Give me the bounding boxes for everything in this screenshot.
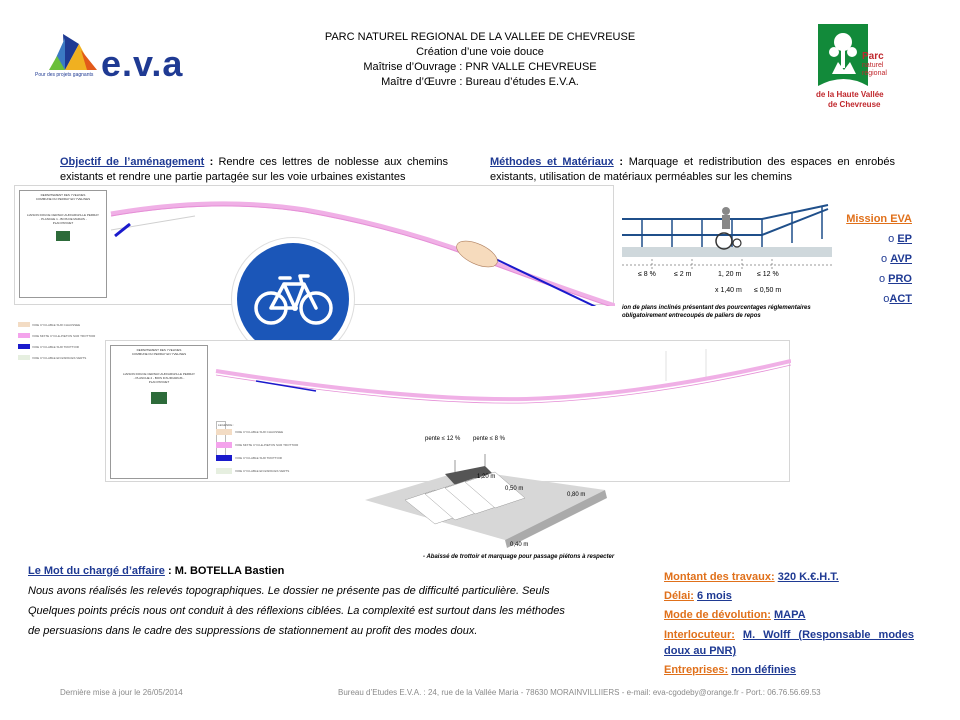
crossing-caption: - Abaissé de trottoir et marquage pour passage piétons à respecter (423, 554, 615, 560)
ramp-dim-4: ≤ 12 % (757, 271, 779, 278)
plan-2-planche: - PLANCHE 2 - BOIS D'AUFFARGIS - (133, 376, 185, 380)
pnr-logo-line-1: Parc (862, 51, 884, 62)
crossing-diagram (355, 430, 615, 565)
info-block (664, 568, 914, 680)
charge-line-2: Quelques points précis nous ont conduit à des réflexions ciblées. La complexité est surtout dans les méthodes (28, 605, 565, 617)
objectif-label: Objectif de l’aménagement (60, 156, 205, 168)
plan-2-label: PLAN PROJET (148, 380, 170, 384)
objectif-block (60, 155, 448, 185)
info-mode: Mode de dévolution: MAPA (664, 609, 806, 621)
ramp-caption-1: ion de plans inclinés présentant des pourcentages réglementaires (622, 305, 811, 311)
header-line-3: Maîtrise d’Ouvrage : PNR VALLE CHEVREUSE (363, 61, 597, 73)
plan-1-label: PLAN PROJET (52, 221, 74, 225)
info-interlocuteur: Interlocuteur: M. Wolff (Responsable modes doux au PNR) (664, 629, 914, 657)
info-montant: Montant des travaux: 320 K.€.H.T. (664, 571, 839, 583)
plan-2-liaison: LIAISON DOUCE CERNAY-AUFFARGIS-LE PERRAY (123, 372, 195, 376)
crossing-label-2: pente ≤ 8 % (473, 436, 505, 442)
plan-2-dept: DEPARTEMENT DES YVELINES (136, 348, 182, 352)
plan-1-legend-item: VOIE CYCLABLE SUR CHAUSSEE (18, 322, 108, 327)
eva-logo-text: e.v.a (101, 43, 184, 84)
ramp-caption-2: obligatoirement entrecoupés de paliers de repos (622, 313, 761, 319)
plan-1-legend-item: VOIE CYCLABLE EN ESPACES VERTS (18, 355, 108, 360)
plan-1-legend-item: VOIE CYCLABLE SUR TROTTOIR (18, 344, 108, 349)
mission-block (820, 209, 912, 309)
footer-contact: Bureau d’Etudes E.V.A. : 24, rue de la Vallée Maria - 78630 MORAINVILLIIERS - e-mail: eva-cgodeby@orange.fr - Port.: 06.76.56.69.53 (338, 688, 821, 697)
plan-1-legend-list (18, 322, 108, 366)
ramp-drawing-icon (622, 195, 832, 295)
ramp-dim-3: 1, 20 m (718, 271, 742, 278)
eva-logo (35, 30, 195, 90)
mission-title: Mission EVA (846, 213, 912, 225)
mission-item-ep[interactable]: o EP (888, 233, 912, 245)
crossing-label-5: 0,80 m (567, 492, 586, 498)
methodes-sep: : (613, 156, 629, 168)
mission-item-pro[interactable]: o PRO (878, 273, 912, 285)
info-delai: Délai: 6 mois (664, 590, 732, 602)
info-entreprises: Entreprises: non définies (664, 664, 797, 676)
ramp-diagram (622, 195, 832, 325)
charge-label: Le Mot du chargé d’affaire (28, 565, 165, 577)
plan-2-legend-item: VOIE CYCLABLE SUR TROTTOIR (216, 455, 366, 461)
plan-1-dept: DEPARTEMENT DES YVELINES (40, 193, 86, 197)
pnr-logo-line-5: de Chevreuse (828, 100, 881, 109)
objectif-sep: : (204, 156, 219, 168)
header-line-4: Maître d’Œuvre : Bureau d’études E.V.A. (381, 76, 579, 88)
plan-2-commune: COMMUNE DU PERRAY EN YVELINES (131, 352, 187, 356)
plan-2-legend-item: VOIE MIXTE CYCLE-PIETON SUR TROTTOIR (216, 442, 366, 448)
plan-2-legend-title: LEGENDE : (218, 423, 235, 427)
ramp-dim-1: ≤ 8 % (638, 271, 656, 278)
methodes-text: Marquage et redistribution des espaces en enrobés existants, utilisation de matériaux perméables sur les chemins (490, 156, 895, 183)
charge-line-3: de persuasions dans le cadre des suppressions de stationnement au profit des modes doux. (28, 625, 478, 637)
plan-1-liaison: LIAISON DOUCE CERNAY-AUFFARGIS-LE PERRAY (27, 213, 99, 217)
ramp-dim-2: ≤ 2 m (674, 271, 692, 278)
plan-2-legend-item: VOIE CYCLABLE EN ESPACES VERTS (216, 468, 366, 474)
charge-line-1: Nous avons réalisés les relevés topographiques. Le dossier ne présente pas de difficulté particulière. Seuls (28, 585, 550, 597)
charge-name: : M. BOTELLA Bastien (164, 565, 285, 577)
plan-2-legend-item: VOIE CYCLABLE SUR CHAUSSEE (216, 429, 366, 435)
eva-logo-tagline: Pour des projets gagnants (35, 72, 94, 78)
footer-date: Dernière mise à jour le 26/05/2014 (60, 688, 183, 697)
objectif-text: Rendre ces lettres de noblesse aux chemins existants et rendre une partie partagée sur les voie urbaines existantes (60, 156, 449, 183)
plan-1-legend-item: VOIE MIXTE CYCLE-PIETON SUR TROTTOIR (18, 333, 108, 338)
methodes-label: Méthodes et Matériaux (490, 156, 614, 168)
plan-1-planche: - PLANCHE 1 - BOIS DE MARAIS - (39, 217, 87, 221)
plan-2-legend-list (216, 429, 366, 481)
charge-block (28, 561, 628, 641)
header-line-1: PARC NATUREL REGIONAL DE LA VALLEE DE CHEVREUSE (324, 31, 636, 43)
methodes-block (490, 155, 895, 185)
ramp-dim-5: x 1,40 m (715, 287, 742, 294)
pnr-logo (800, 22, 900, 122)
header-line-2: Création d’une voie douce (416, 46, 544, 58)
plan-1-commune: COMMUNE DU PERRAY EN YVELINES (35, 197, 91, 201)
crossing-label-6: 0,40 m (510, 542, 529, 548)
mission-item-avp[interactable]: o AVP (881, 253, 912, 265)
crossing-label-4: 0,50 m (505, 486, 524, 492)
eva-logo-mark-icon (35, 30, 105, 78)
header (300, 30, 660, 90)
mission-item-act[interactable]: oACT (883, 293, 912, 305)
crossing-drawing-icon (355, 430, 615, 550)
pnr-logo-line-4: de la Haute Vallée (816, 90, 884, 99)
ramp-dim-6: ≤ 0,50 m (754, 287, 782, 294)
pnr-logo-line-2: naturel (862, 62, 884, 69)
crossing-label-3: 1,20 m (477, 474, 496, 480)
crossing-label-1: pente ≤ 12 % (425, 436, 461, 442)
pnr-logo-line-3: régional (862, 70, 887, 77)
